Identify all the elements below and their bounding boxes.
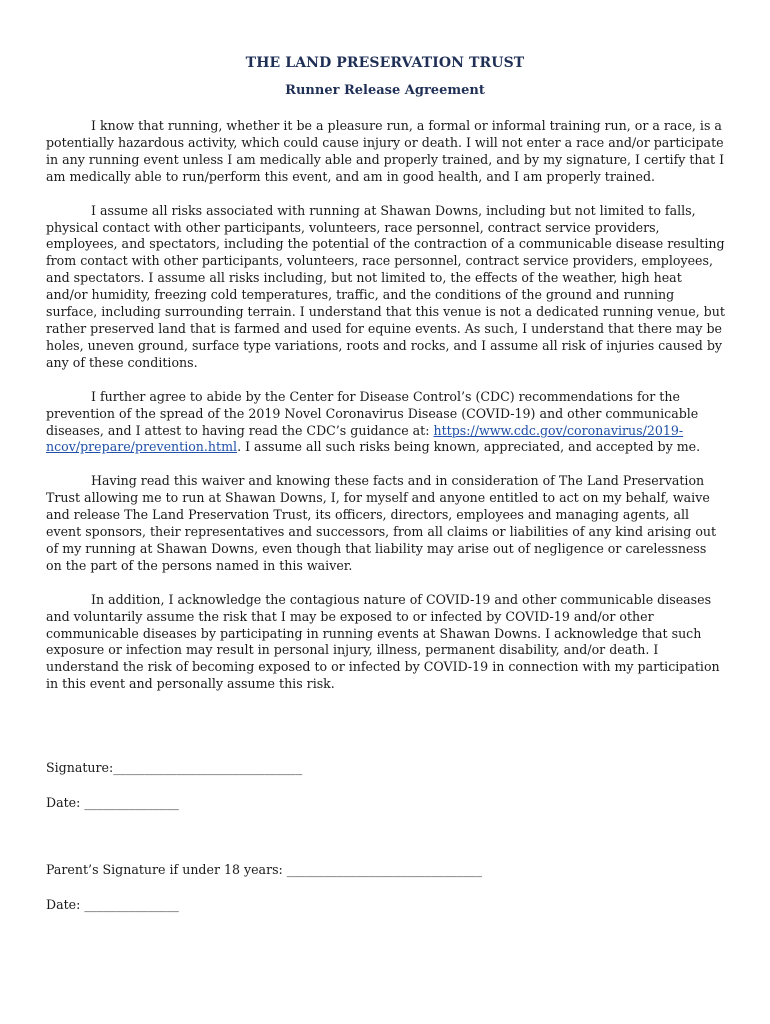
parent-date-field[interactable]: Date: _______________ bbox=[46, 897, 179, 912]
document-subtitle: Runner Release Agreement bbox=[285, 83, 485, 98]
parent-signature-field[interactable]: Parent’s Signature if under 18 years: _______________________________ bbox=[46, 862, 483, 877]
document-title: THE LAND PRESERVATION TRUST bbox=[245, 55, 525, 71]
paragraph-covid-acknowledgement: In addition, I acknowledge the contagious nature of COVID-19 and other communicable diseases and voluntarily assume the risk that I may be exposed to or infected by COVID-19 and/or other communicable diseases by participating in running events at Shawan Downs. I acknowledge that such exposure or infection may result in personal injury, illness, permanent disability, and/or death. I understand the risk of becoming exposed to or infected by COVID-19 in connection with my participation in this event and personally assume this risk. bbox=[46, 591, 720, 692]
date-field[interactable]: Date: _______________ bbox=[46, 795, 179, 810]
paragraph-waiver-release: Having read this waiver and knowing these facts and in consideration of The Land Preservation Trust allowing me to run at Shawan Downs, I, for myself and anyone entitled to act on my behalf, waive and release The Land Preservation Trust, its officers, directors, employees and managing agents, all event sponsors, their representatives and successors, from all claims or liabilities of any kind arising out of my running at Shawan Downs, even though that liability may arise out of negligence or carelessness on the part of the persons named in this waiver. bbox=[46, 473, 717, 573]
paragraph-cdc-guidance: I further agree to abide by the Center for Disease Control’s (CDC) recommendations for the prevention of the spread of the 2019 Novel Coronavirus Disease (COVID-19) and other communicable diseases, and I attest to having read the CDC’s guidance at: https://www.cdc.gov/coronavirus/2019-ncov/prepare/prevention.html. I assume all such risks being known, appreciated, and accepted by me. bbox=[46, 388, 701, 455]
paragraph-assumption-of-risk: I assume all risks associated with running at Shawan Downs, including but not limited to falls, physical contact with other participants, volunteers, race personnel, contract service providers, employees, and spectators, including the potential of the contraction of a communicable disease resulting from contact with other participants, volunteers, race personnel, contract service providers, employees, and spectators. I assume all risks including, but not limited to, the effects of the weather, high heat and/or humidity, freezing cold temperatures, traffic, and the conditions of the ground and running surface, including surrounding terrain. I understand that this venue is not a dedicated running venue, but rather preserved land that is farmed and used for equine events. As such, I understand that there may be holes, uneven ground, surface type variations, roots and rocks, and I assume all risk of injuries caused by any of these conditions. bbox=[46, 202, 725, 370]
cdc-guidance-link[interactable]: https://www.cdc.gov/coronavirus/2019-ncov/prepare/prevention.html bbox=[46, 422, 684, 455]
signature-field[interactable]: Signature:______________________________ bbox=[46, 760, 303, 775]
paragraph-risk-acknowledgement: I know that running, whether it be a pleasure run, a formal or informal training run, or a race, is a potentially hazardous activity, which could cause injury or death. I will not enter a race and/or participate in any running event unless I am medically able and properly trained, and by my signature, I certify that I am medically able to run/perform this event, and am in good health, and I am properly trained. bbox=[46, 118, 725, 184]
agreement-body bbox=[46, 118, 726, 710]
